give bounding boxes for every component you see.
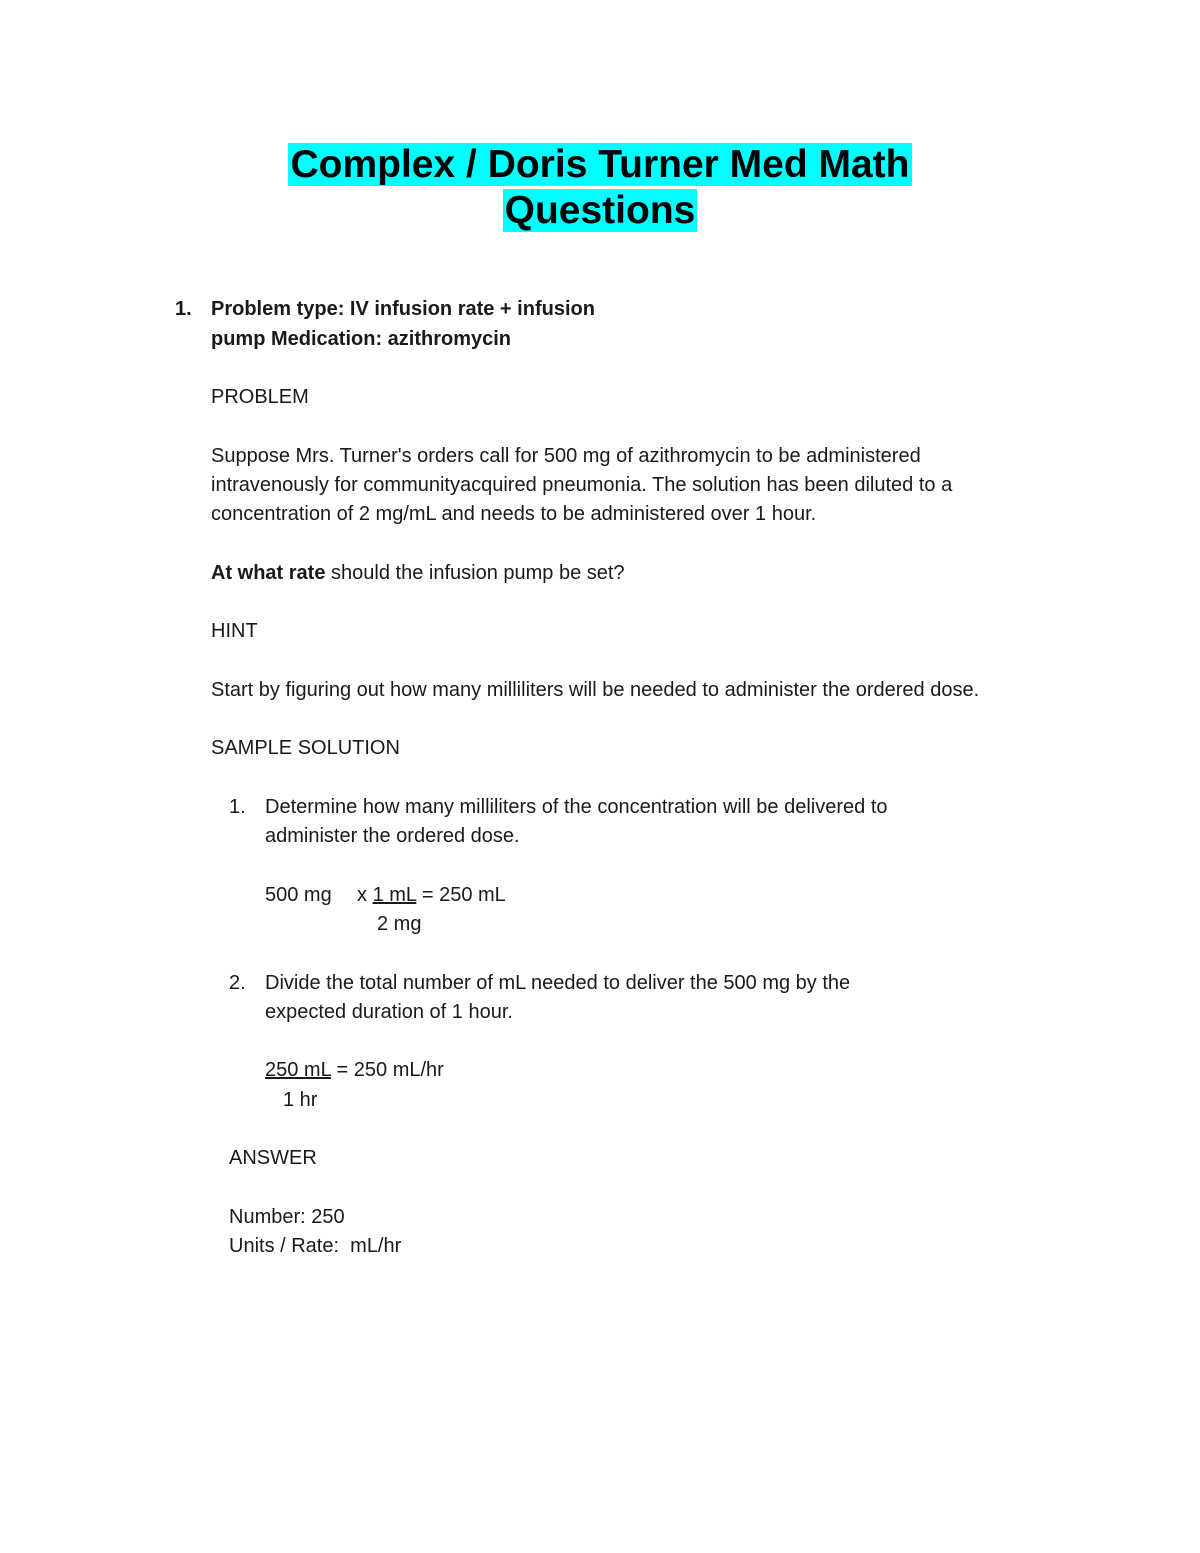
answer-number: Number: 250 xyxy=(229,1206,345,1228)
question-prompt-bold: At what rate xyxy=(211,562,326,584)
question-heading-line-1: Problem type: IV infusion rate + infusion xyxy=(211,298,595,320)
step-2-equation-denominator: 1 hr xyxy=(283,1089,318,1111)
step-1-equation-left: 500 mg xyxy=(265,884,332,906)
question-prompt-rest: should the infusion pump be set? xyxy=(325,562,625,584)
step-1-multiply-sign: x xyxy=(357,884,367,906)
step-2-text-line-1: Divide the total number of mL needed to deliver the 500 mg by the xyxy=(265,972,851,994)
problem-label: PROBLEM xyxy=(211,386,309,408)
hint-label: HINT xyxy=(211,620,258,642)
document-title-line-2: Questions xyxy=(504,189,696,232)
step-1-text-line-2: administer the ordered dose. xyxy=(265,825,520,847)
question-prompt xyxy=(211,559,625,588)
step-2-equation-result: = 250 mL/hr xyxy=(330,1059,444,1081)
problem-text-line-3: concentration of 2 mg/mL and needs to be administered over 1 hour. xyxy=(211,503,817,525)
question-heading-line-2: pump Medication: azithromycin xyxy=(211,328,512,350)
step-2-text-line-2: expected duration of 1 hour. xyxy=(265,1001,513,1023)
step-1-text-line-1: Determine how many milliliters of the concentration will be delivered to xyxy=(265,796,888,818)
hint-text: Start by figuring out how many milliliters will be needed to administer the ordered dose. xyxy=(211,679,980,701)
answer-units: Units / Rate: mL/hr xyxy=(229,1235,402,1257)
problem-text-line-2: intravenously for communityacquired pneumonia. The solution has been diluted to a xyxy=(211,474,953,496)
problem-text-line-1: Suppose Mrs. Turner's orders call for 500 mg of azithromycin to be administered xyxy=(211,445,921,467)
step-1-equation-result: = 250 mL xyxy=(416,884,506,906)
step-2-equation-numerator: 250 mL xyxy=(265,1059,331,1081)
sample-solution-label: SAMPLE SOLUTION xyxy=(211,737,400,759)
answer-label: ANSWER xyxy=(229,1147,317,1169)
step-1-equation-denominator: 2 mg xyxy=(377,913,422,935)
question-number: 1. xyxy=(175,298,192,320)
document-title-line-1: Complex / Doris Turner Med Math xyxy=(290,143,910,186)
step-1-number: 1. xyxy=(229,796,246,818)
step-1-equation-numerator: 1 mL xyxy=(372,884,417,906)
step-2-equation xyxy=(265,1056,444,1085)
step-1-equation-right xyxy=(357,881,506,910)
step-2-number: 2. xyxy=(229,972,246,994)
